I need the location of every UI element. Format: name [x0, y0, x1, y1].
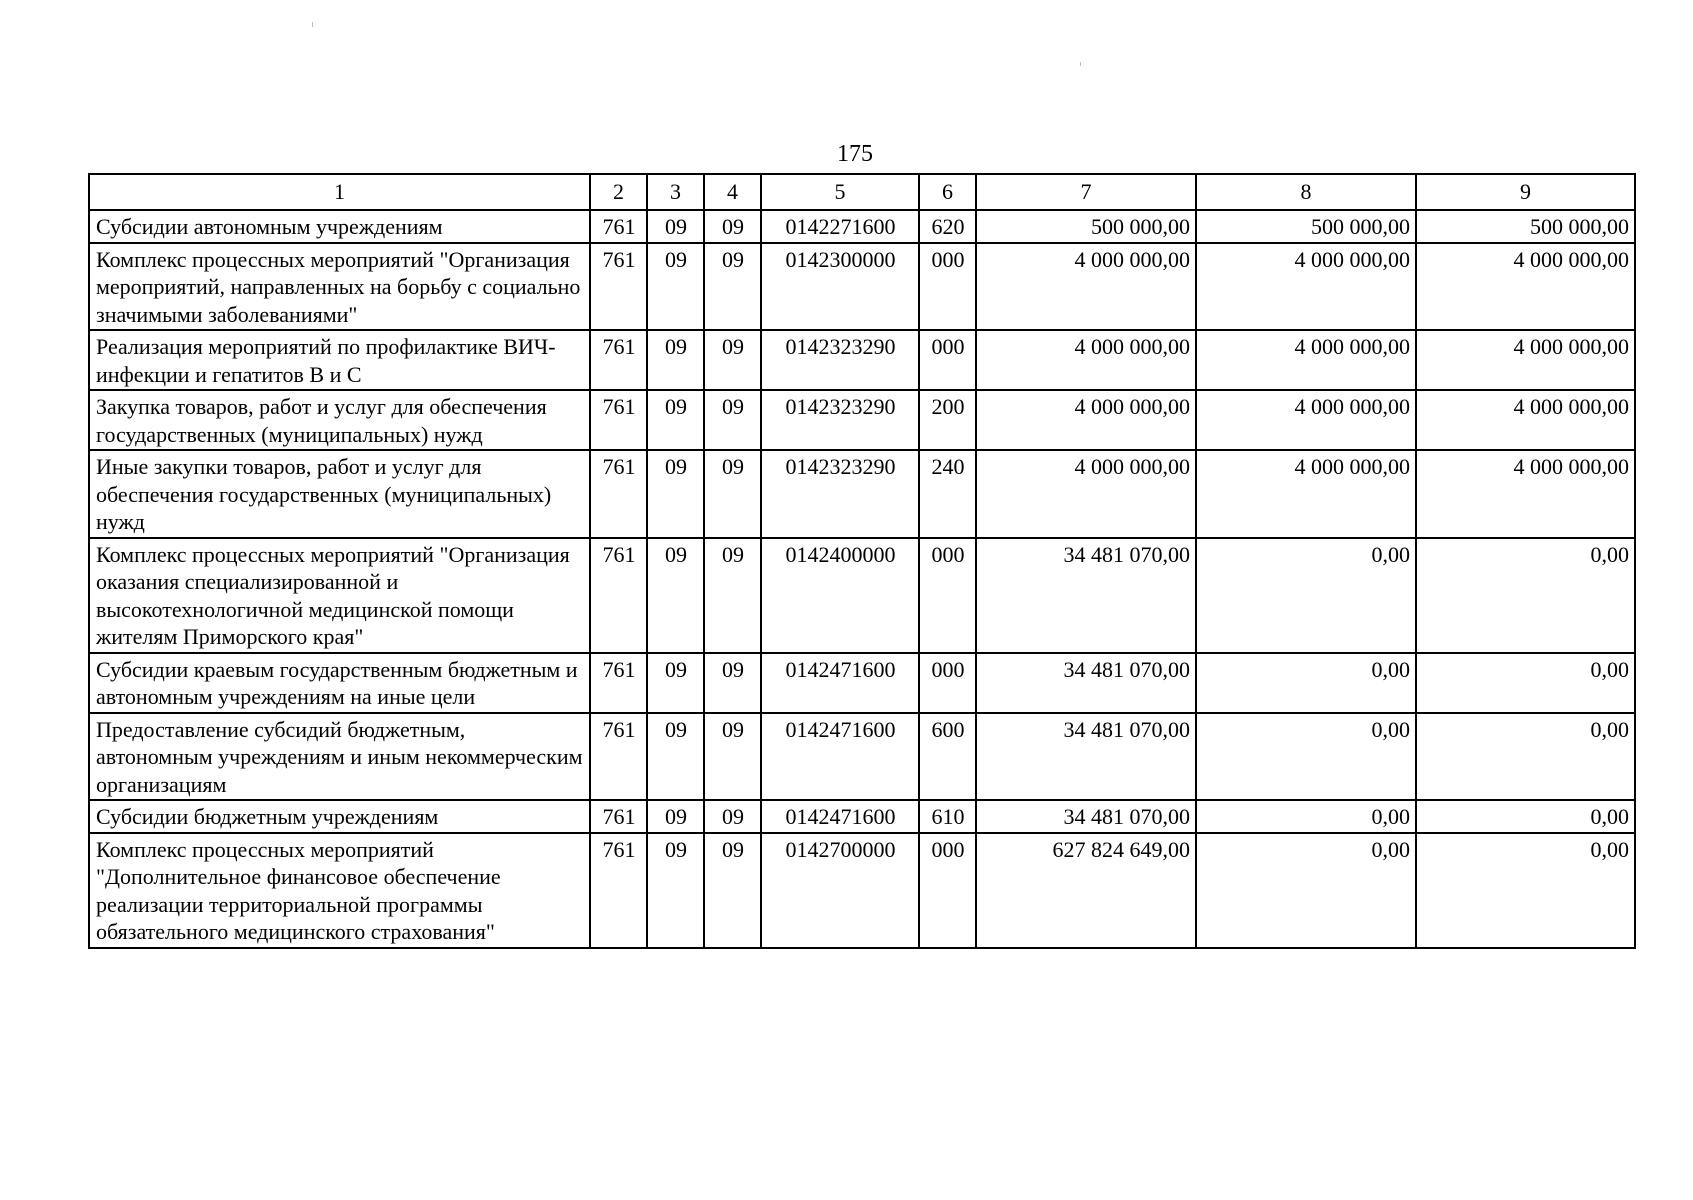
row-code-c6: 610 [919, 800, 976, 833]
row-amount-c8: 4 000 000,00 [1196, 450, 1416, 538]
row-amount-c7: 500 000,00 [976, 210, 1196, 243]
row-code-c2: 761 [590, 653, 647, 713]
row-code-c5: 0142323290 [761, 450, 919, 538]
table-row [89, 713, 1635, 801]
row-name: Иные закупки товаров, работ и услуг для обеспечения государственных (муниципальных) нужд [89, 450, 590, 538]
row-amount-c7: 4 000 000,00 [976, 330, 1196, 390]
table-row [89, 243, 1635, 331]
table-row [89, 210, 1635, 243]
column-header: 7 [976, 174, 1196, 210]
row-amount-c9: 0,00 [1416, 653, 1635, 713]
row-code-c6: 600 [919, 713, 976, 801]
row-amount-c9: 0,00 [1416, 800, 1635, 833]
row-code-c3: 09 [647, 713, 704, 801]
column-header: 5 [761, 174, 919, 210]
row-code-c4: 09 [704, 390, 761, 450]
row-name: Закупка товаров, работ и услуг для обеспечения государственных (муниципальных) нужд [89, 390, 590, 450]
row-code-c2: 761 [590, 538, 647, 653]
row-amount-c9: 4 000 000,00 [1416, 243, 1635, 331]
row-code-c6: 000 [919, 538, 976, 653]
row-amount-c9: 4 000 000,00 [1416, 330, 1635, 390]
row-code-c4: 09 [704, 833, 761, 948]
row-amount-c8: 4 000 000,00 [1196, 330, 1416, 390]
row-code-c2: 761 [590, 450, 647, 538]
column-header: 1 [89, 174, 590, 210]
row-amount-c9: 4 000 000,00 [1416, 450, 1635, 538]
header-row [89, 174, 1635, 210]
row-amount-c7: 34 481 070,00 [976, 800, 1196, 833]
row-name: Реализация мероприятий по профилактике ВИЧ-инфекции и гепатитов В и С [89, 330, 590, 390]
row-code-c6: 620 [919, 210, 976, 243]
row-code-c3: 09 [647, 800, 704, 833]
row-code-c2: 761 [590, 330, 647, 390]
row-code-c5: 0142471600 [761, 713, 919, 801]
row-code-c3: 09 [647, 653, 704, 713]
column-header: 6 [919, 174, 976, 210]
row-code-c2: 761 [590, 390, 647, 450]
row-amount-c9: 0,00 [1416, 538, 1635, 653]
table-row [89, 653, 1635, 713]
row-code-c5: 0142323290 [761, 390, 919, 450]
row-code-c4: 09 [704, 210, 761, 243]
row-code-c2: 761 [590, 800, 647, 833]
row-code-c4: 09 [704, 653, 761, 713]
row-name: Субсидии автономным учреждениям [89, 210, 590, 243]
row-amount-c8: 4 000 000,00 [1196, 243, 1416, 331]
row-code-c5: 0142300000 [761, 243, 919, 331]
row-code-c5: 0142323290 [761, 330, 919, 390]
row-code-c5: 0142271600 [761, 210, 919, 243]
row-amount-c9: 4 000 000,00 [1416, 390, 1635, 450]
row-code-c2: 761 [590, 243, 647, 331]
row-amount-c9: 0,00 [1416, 713, 1635, 801]
column-header: 3 [647, 174, 704, 210]
row-code-c6: 000 [919, 330, 976, 390]
row-amount-c8: 4 000 000,00 [1196, 390, 1416, 450]
row-code-c3: 09 [647, 538, 704, 653]
row-code-c3: 09 [647, 243, 704, 331]
row-code-c6: 000 [919, 833, 976, 948]
row-code-c4: 09 [704, 450, 761, 538]
budget-table [88, 173, 1636, 949]
row-amount-c7: 34 481 070,00 [976, 713, 1196, 801]
row-code-c5: 0142471600 [761, 653, 919, 713]
row-name: Субсидии бюджетным учреждениям [89, 800, 590, 833]
row-code-c3: 09 [647, 210, 704, 243]
row-name: Субсидии краевым государственным бюджетным и автономным учреждениям на иные цели [89, 653, 590, 713]
row-code-c5: 0142400000 [761, 538, 919, 653]
table-row [89, 390, 1635, 450]
column-header: 2 [590, 174, 647, 210]
row-amount-c8: 500 000,00 [1196, 210, 1416, 243]
row-code-c5: 0142700000 [761, 833, 919, 948]
row-code-c2: 761 [590, 833, 647, 948]
row-code-c2: 761 [590, 713, 647, 801]
row-code-c4: 09 [704, 713, 761, 801]
row-amount-c7: 34 481 070,00 [976, 653, 1196, 713]
row-amount-c8: 0,00 [1196, 800, 1416, 833]
row-code-c5: 0142471600 [761, 800, 919, 833]
row-amount-c8: 0,00 [1196, 653, 1416, 713]
row-code-c3: 09 [647, 330, 704, 390]
table-row [89, 833, 1635, 948]
row-code-c3: 09 [647, 833, 704, 948]
row-code-c4: 09 [704, 538, 761, 653]
row-amount-c8: 0,00 [1196, 538, 1416, 653]
scan-mark [312, 22, 313, 27]
row-amount-c7: 4 000 000,00 [976, 243, 1196, 331]
row-amount-c9: 0,00 [1416, 833, 1635, 948]
row-amount-c7: 4 000 000,00 [976, 390, 1196, 450]
row-amount-c8: 0,00 [1196, 833, 1416, 948]
row-amount-c8: 0,00 [1196, 713, 1416, 801]
column-header: 4 [704, 174, 761, 210]
row-code-c6: 000 [919, 653, 976, 713]
row-name: Комплекс процессных мероприятий "Организация оказания специализированной и высокотехнологичной медицинской помощи жителям Приморского края" [89, 538, 590, 653]
table-body [89, 210, 1635, 948]
row-name: Комплекс процессных мероприятий "Дополнительное финансовое обеспечение реализации территориальной программы обязательного медицинского страхования" [89, 833, 590, 948]
table-row [89, 330, 1635, 390]
row-amount-c7: 627 824 649,00 [976, 833, 1196, 948]
row-code-c4: 09 [704, 800, 761, 833]
row-code-c2: 761 [590, 210, 647, 243]
table-row [89, 450, 1635, 538]
row-code-c3: 09 [647, 450, 704, 538]
row-name: Предоставление субсидий бюджетным, автономным учреждениям и иным некоммерческим организациям [89, 713, 590, 801]
row-code-c4: 09 [704, 330, 761, 390]
scan-mark [1080, 62, 1081, 66]
row-name: Комплекс процессных мероприятий "Организация мероприятий, направленных на борьбу с социально значимыми заболеваниями" [89, 243, 590, 331]
row-code-c6: 000 [919, 243, 976, 331]
row-amount-c7: 34 481 070,00 [976, 538, 1196, 653]
table-row [89, 538, 1635, 653]
row-code-c4: 09 [704, 243, 761, 331]
row-code-c3: 09 [647, 390, 704, 450]
page-number: 175 [837, 141, 873, 167]
row-amount-c9: 500 000,00 [1416, 210, 1635, 243]
row-code-c6: 200 [919, 390, 976, 450]
table-row [89, 800, 1635, 833]
row-code-c6: 240 [919, 450, 976, 538]
column-header: 8 [1196, 174, 1416, 210]
row-amount-c7: 4 000 000,00 [976, 450, 1196, 538]
column-header: 9 [1416, 174, 1635, 210]
